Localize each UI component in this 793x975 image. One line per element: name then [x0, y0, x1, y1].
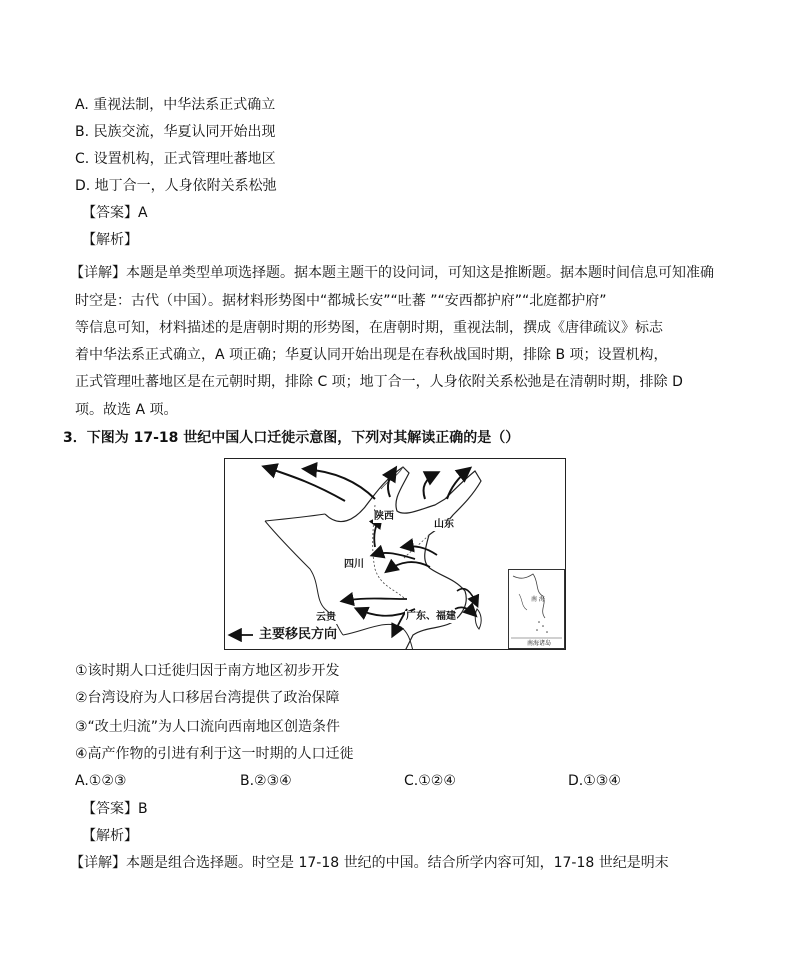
south-sea-inset: [508, 569, 565, 649]
option-b: B. 民族交流，华夏认同开始出现: [75, 124, 276, 140]
label-sichuan: 四川: [344, 559, 364, 570]
choice-b: B.②③④: [240, 773, 292, 789]
statement-3: ③“改土归流”为人口流向西南地区创造条件: [75, 719, 341, 735]
option-c: C. 设置机构，正式管理吐蕃地区: [75, 151, 276, 167]
q3-analysis-label: 【解析】: [82, 828, 138, 844]
detail-line-4: 着中华法系正式确立，A 项正确；华夏认同开始出现是在春秋战国时期，排除 B 项；设置机构，: [75, 347, 668, 363]
choice-a: A.①②③: [75, 773, 127, 789]
label-yunnan: 云贵: [316, 612, 336, 623]
inset-label-south-sea: 南 海: [531, 596, 545, 603]
statement-4: ④高产作物的引进有利于这一时期的人口迁徙: [75, 746, 354, 762]
question-stem: 3．下图为 17-18 世纪中国人口迁徙示意图，下列对其解读正确的是（）: [63, 430, 520, 446]
label-shandong: 山东: [434, 519, 454, 530]
inset-label-islands: 南海诸岛: [527, 640, 552, 647]
analysis-label: 【解析】: [82, 232, 138, 248]
detail-line-3: 等信息可知，材料描述的是唐朝时期的形势图，在唐朝时期，重视法制，撰成《唐律疏议》标志: [75, 320, 663, 336]
answer-label: 【答案】A: [82, 205, 148, 221]
detail-line-2: 时空是：古代（中国）。据材料形势图中“都城长安”“吐蕃 ”“安西都护府”“北庭都护府”: [75, 293, 607, 309]
statement-2: ②台湾设府为人口移居台湾提供了政治保障: [75, 690, 340, 706]
map-legend: 主要移民方向: [259, 627, 338, 642]
q3-answer-label: 【答案】B: [82, 801, 148, 817]
option-a: A. 重视法制，中华法系正式确立: [75, 97, 276, 113]
q3-detail-line: 【详解】本题是组合选择题。时空是 17-18 世纪的中国。结合所学内容可知，17-18 世纪是明末: [70, 855, 669, 871]
option-d: D. 地丁合一，人身依附关系松弛: [75, 178, 277, 194]
answer-options: [75, 771, 675, 791]
migration-map: [224, 458, 566, 650]
statement-1: ①该时期人口迁徙归因于南方地区初步开发: [75, 663, 340, 679]
inset-drawing: [509, 570, 564, 648]
detail-line-1: 【详解】本题是单类型单项选择题。据本题主题干的设问词，可知这是推断题。据本题时间信息可知准确: [70, 265, 714, 281]
choice-d: D.①③④: [568, 773, 621, 789]
detail-line-5: 正式管理吐蕃地区是在元朝时期，排除 C 项；地丁合一，人身依附关系松弛是在清朝时期，排除 D: [75, 374, 683, 390]
detail-line-6: 项。故选 A 项。: [75, 402, 178, 418]
label-guangdong-fujian: 广东、福建: [406, 611, 456, 622]
choice-c: C.①②④: [404, 773, 456, 789]
label-shaanxi: 陕西: [374, 511, 394, 522]
